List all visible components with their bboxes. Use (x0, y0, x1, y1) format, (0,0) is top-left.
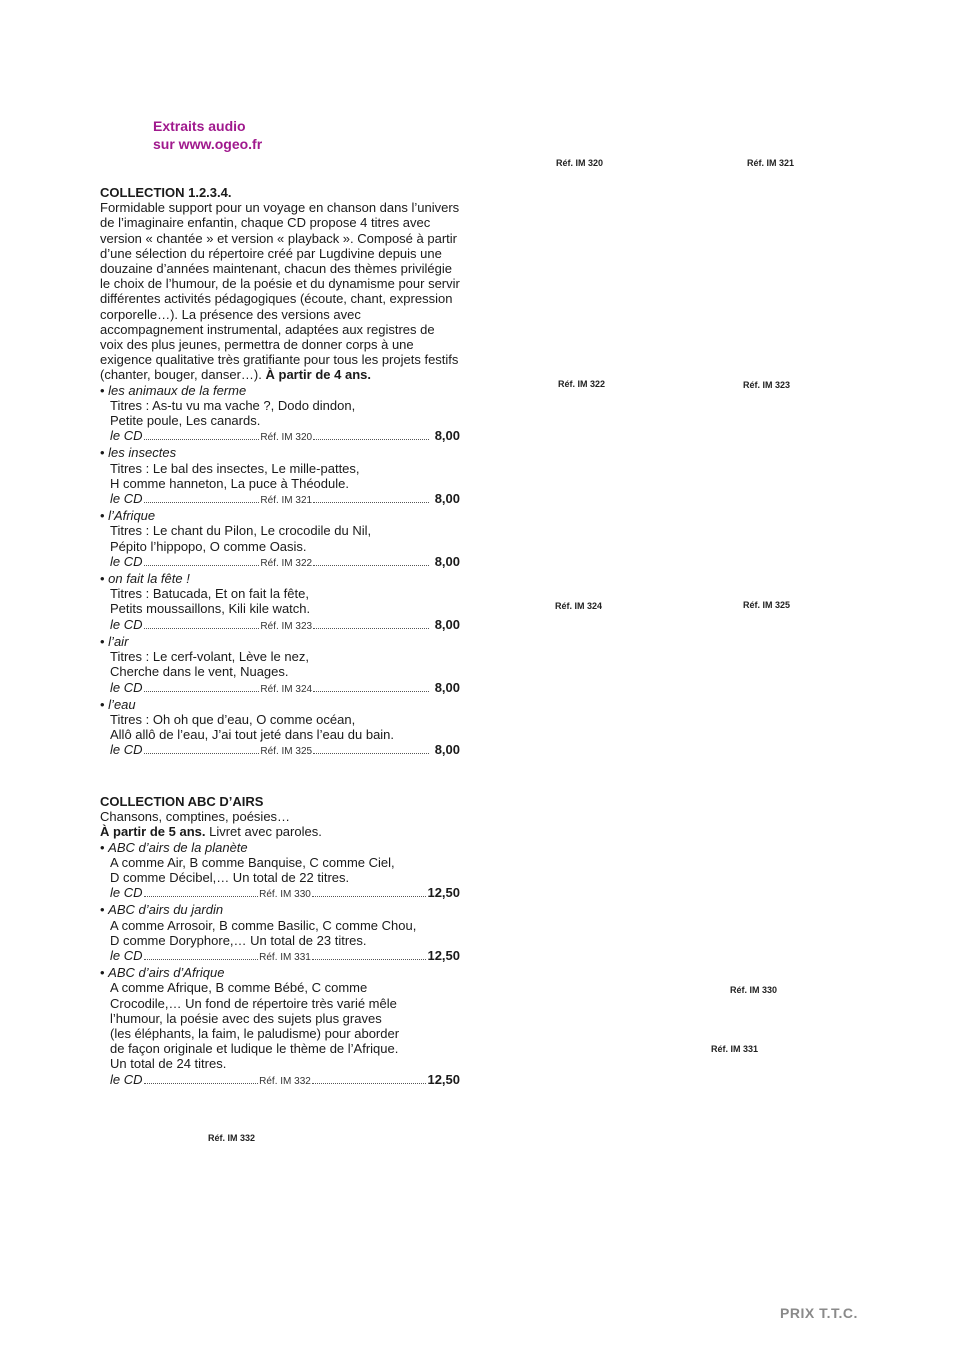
leader-dots (144, 690, 260, 692)
product-desc: A comme Air, B comme Banquise, C comme Ciel, (110, 854, 395, 870)
product-item: • ABC d’airs du jardin A comme Arrosoir, B comme Basilic, C comme Chou, D comme Doryphore,… Un total de 23 titres. le CD Réf. IM 331 12,50 (100, 902, 460, 965)
leader-dots (312, 895, 427, 897)
product-name: ABC d’airs d’Afrique (108, 965, 225, 981)
price-line (100, 680, 460, 697)
product-desc: A comme Arrosoir, B comme Basilic, C comme Chou, (110, 917, 417, 933)
product-desc: D comme Doryphore,… Un total de 23 titres. (110, 932, 367, 948)
product-ref: Réf. IM 332 (259, 1075, 311, 1087)
leader-dots (144, 501, 260, 503)
price-line (100, 491, 460, 508)
product-desc: l’humour, la poésie avec des sujets plus graves (110, 1010, 382, 1026)
leader-dots (313, 501, 429, 503)
product-item: • l’eau Titres : Oh oh que d’eau, O comme océan, Allô allô de l’eau, J’ai tout jeté dans l’eau du bain. le CD Réf. IM 325 8,00 (100, 697, 460, 760)
promo-line-1: Extraits audio (153, 118, 246, 134)
product-name: l’eau (108, 696, 136, 712)
format-label: le CD (110, 616, 143, 632)
format-label: le CD (110, 491, 143, 507)
product-ref: Réf. IM 322 (260, 557, 313, 569)
product-price: 12,50 (427, 885, 461, 901)
product-item: • les animaux de la ferme Titres : As-tu vu ma vache ?, Dodo dindon, Petite poule, Les canards. le CD Réf. IM 320 8,00 (100, 383, 460, 446)
image-ref-caption: Réf. IM 322 (558, 379, 606, 389)
product-titles: Titres : Batucada, Et on fait la fête, (110, 586, 309, 602)
leader-dots (144, 752, 260, 754)
promo-link[interactable]: sur www.ogeo.fr (153, 136, 263, 152)
leader-dots (312, 1082, 427, 1084)
product-price: 12,50 (427, 1071, 461, 1087)
image-ref-caption: Réf. IM 321 (747, 158, 795, 168)
product-titles: Titres : Le cerf-volant, Lève le nez, (110, 649, 309, 665)
product-item: • ABC d’airs d’Afrique A comme Afrique, B comme Bébé, C comme Crocodile,… Un fond de répertoire très varié mêle l’humour, la poésie avec des sujets plus graves (les éléphants, la faim, le paludisme) pour aborder de façon originale et ludique le thème de l’Afrique. Un total de 24 titres. le CD Réf. IM 332 12,50 (100, 965, 460, 1089)
leader-dots (313, 627, 429, 629)
price-line (100, 617, 460, 634)
image-ref-caption: Réf. IM 323 (743, 380, 791, 390)
format-label: le CD (110, 1071, 143, 1087)
image-ref-caption: Réf. IM 320 (556, 158, 604, 168)
product-desc: Crocodile,… Un fond de répertoire très varié mêle (110, 995, 397, 1011)
leader-dots (313, 690, 429, 692)
format-label: le CD (110, 428, 143, 444)
product-price: 8,00 (434, 428, 460, 444)
format-label: le CD (110, 948, 143, 964)
product-titles: Cherche dans le vent, Nuages. (110, 664, 289, 680)
image-ref-caption: Réf. IM 330 (730, 985, 778, 995)
collection-abc-section (100, 794, 460, 1089)
image-ref-caption: Réf. IM 331 (711, 1044, 759, 1054)
product-desc: A comme Afrique, B comme Bébé, C comme (110, 980, 368, 996)
product-item: • ABC d’airs de la planète A comme Air, B comme Banquise, C comme Ciel, D comme Décibel,… Un total de 22 titres. le CD Réf. IM 330 12,50 (100, 840, 460, 903)
leader-dots (313, 564, 429, 566)
leader-dots (144, 958, 259, 960)
product-titles: Pépito l’hippopo, O comme Oasis. (110, 538, 307, 554)
product-titles: Titres : Oh oh que d’eau, O comme océan, (110, 711, 356, 727)
product-item: • on fait la fête ! Titres : Batucada, Et on fait la fête, Petits moussaillons, Kili kile watch. le CD Réf. IM 323 8,00 (100, 571, 460, 634)
product-desc: (les éléphants, la faim, le paludisme) pour aborder (110, 1026, 400, 1042)
format-label: le CD (110, 885, 143, 901)
product-ref: Réf. IM 330 (259, 889, 311, 901)
product-titles: Titres : Le chant du Pilon, Le crocodile du Nil, (110, 523, 372, 539)
product-desc: Un total de 24 titres. (110, 1056, 227, 1072)
format-label: le CD (110, 679, 143, 695)
age-note: À partir de 4 ans. (265, 367, 371, 383)
product-titles: Petite poule, Les canards. (110, 413, 261, 429)
product-price: 8,00 (434, 616, 460, 632)
product-name: ABC d’airs du jardin (108, 902, 224, 918)
product-name: les animaux de la ferme (108, 382, 247, 398)
price-line (100, 554, 460, 571)
leader-dots (144, 564, 260, 566)
product-titles: Titres : Le bal des insectes, Le mille-pattes, (110, 460, 360, 476)
product-item: • l’air Titres : Le cerf-volant, Lève le nez, Cherche dans le vent, Nuages. le CD Réf. IM 324 8,00 (100, 634, 460, 697)
product-price: 8,00 (434, 679, 460, 695)
price-line (100, 1072, 460, 1089)
age-line (100, 824, 460, 839)
age-note: À partir de 5 ans. (100, 824, 206, 840)
image-ref-caption: Réf. IM 324 (555, 601, 603, 611)
product-name: l’Afrique (108, 508, 156, 524)
product-desc: de façon originale et ludique le thème de l’Afrique. (110, 1041, 399, 1057)
section-subtitle: Chansons, comptines, poésies… (100, 809, 291, 825)
image-ref-caption: Réf. IM 325 (743, 600, 791, 610)
product-name: les insectes (108, 445, 177, 461)
price-footer: PRIX T.T.C. (780, 1305, 858, 1321)
section-description (100, 200, 460, 382)
product-ref: Réf. IM 331 (259, 952, 311, 964)
product-item: • l’Afrique Titres : Le chant du Pilon, Le crocodile du Nil, Pépito l’hippopo, O comme Oasis. le CD Réf. IM 322 8,00 (100, 508, 460, 571)
format-label: le CD (110, 553, 143, 569)
product-price: 8,00 (434, 491, 460, 507)
format-label: le CD (110, 742, 143, 758)
leader-dots (144, 438, 260, 440)
leader-dots (144, 627, 260, 629)
image-ref-caption: Réf. IM 332 (208, 1133, 256, 1143)
booklet-note: Livret avec paroles. (205, 824, 322, 840)
leader-dots (144, 1082, 259, 1084)
product-desc: D comme Décibel,… Un total de 22 titres. (110, 870, 350, 886)
leader-dots (312, 958, 427, 960)
product-name: l’air (108, 633, 129, 649)
product-ref: Réf. IM 324 (260, 683, 313, 695)
product-price: 8,00 (434, 553, 460, 569)
product-titles: Allô allô de l’eau, J’ai tout jeté dans l’eau du bain. (110, 727, 395, 743)
price-line (100, 428, 460, 445)
collection-1234-section (100, 185, 460, 760)
product-ref: Réf. IM 320 (260, 432, 313, 444)
product-price: 8,00 (434, 742, 460, 758)
product-ref: Réf. IM 325 (260, 746, 313, 758)
leader-dots (313, 438, 429, 440)
description-text: Formidable support pour un voyage en chanson dans l’univers de l’imaginaire enfantin, chaque CD propose 4 titres avec version « chantée » et version « playback ». Composé à partir d’une sélection du répertoire créé par Lugdivine depuis une douzaine d’années maintenant, chacun des thèmes privilégie le choix de l’humour, de la poésie et du dynamisme pour servir différentes activités pédagogiques (écoute, chant, expression corporelle…). La présence des versions avec accompagnement instrumental, adaptées aux registres de voix des plus jeunes, permettra de donner corps à une exigence qualitative très gratifiante pour tous les projets festifs (chanter, bouger, danser…). (100, 200, 460, 383)
product-item: • les insectes Titres : Le bal des insectes, Le mille-pattes, H comme hanneton, La puce à Théodule. le CD Réf. IM 321 8,00 (100, 445, 460, 508)
leader-dots (144, 895, 259, 897)
product-ref: Réf. IM 321 (260, 495, 313, 507)
audio-promo[interactable] (153, 117, 262, 153)
product-titles: Petits moussaillons, Kili kile watch. (110, 601, 311, 617)
product-name: ABC d’airs de la planète (108, 839, 248, 855)
price-line (100, 948, 460, 965)
product-ref: Réf. IM 323 (260, 620, 313, 632)
product-titles: Titres : As-tu vu ma vache ?, Dodo dindon, (110, 397, 356, 413)
price-line (100, 885, 460, 902)
price-line (100, 742, 460, 759)
section-title: COLLECTION 1.2.3.4. (100, 185, 232, 200)
section-title: COLLECTION ABC D’AIRS (100, 794, 264, 809)
product-price: 12,50 (427, 948, 461, 964)
leader-dots (313, 752, 429, 754)
product-name: on fait la fête ! (108, 571, 190, 587)
product-titles: H comme hanneton, La puce à Théodule. (110, 475, 349, 491)
